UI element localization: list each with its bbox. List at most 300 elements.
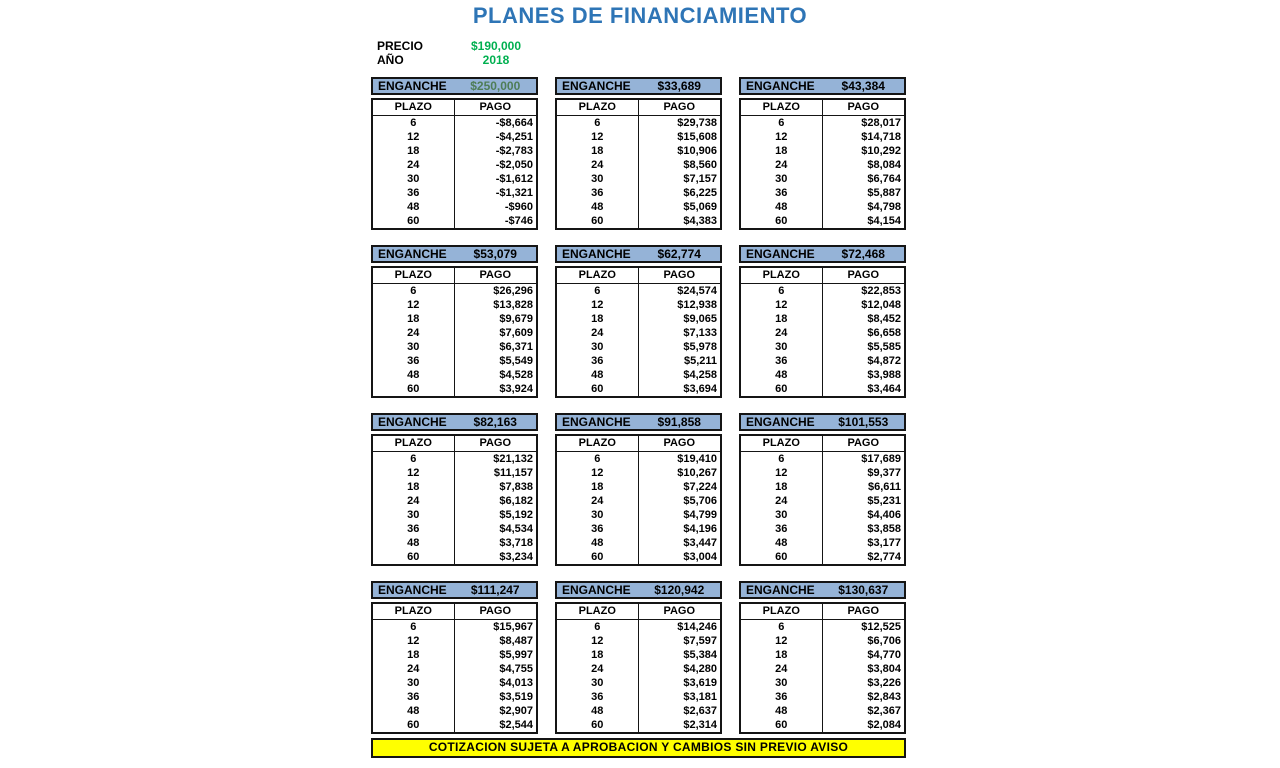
plazo-column-header: PLAZO	[741, 100, 823, 115]
payment-row	[557, 158, 720, 172]
pago-cell: $5,384	[683, 649, 717, 661]
enganche-label: ENGANCHE	[562, 247, 631, 261]
pago-cell: $5,997	[499, 649, 533, 661]
payment-row	[373, 508, 536, 522]
plazo-cell: 48	[557, 200, 639, 214]
year-value: 2018	[482, 53, 510, 67]
plazo-cell: 30	[741, 508, 823, 522]
pago-cell: $14,718	[861, 131, 901, 143]
plazo-cell: 12	[741, 298, 823, 312]
pago-cell: $4,798	[867, 201, 901, 213]
pago-cell: -$1,321	[495, 187, 533, 199]
payment-table-header	[373, 268, 536, 284]
plans-grid	[371, 77, 906, 734]
plazo-column-header: PLAZO	[741, 604, 823, 619]
pago-cell: -$1,612	[495, 173, 533, 185]
pago-cell: $3,004	[683, 551, 717, 563]
page-title: PLANES DE FINANCIAMIENTO	[472, 3, 808, 28]
pago-cell: $3,694	[683, 383, 717, 395]
payment-table-header	[373, 100, 536, 116]
payment-row	[741, 326, 904, 340]
plazo-cell: 12	[557, 298, 639, 312]
pago-cell: $7,609	[499, 327, 533, 339]
payment-row	[373, 354, 536, 368]
pago-cell: $4,528	[499, 369, 533, 381]
payment-row	[373, 158, 536, 172]
payment-row	[373, 172, 536, 186]
payment-row	[557, 326, 720, 340]
plazo-cell: 60	[557, 718, 639, 732]
plazo-cell: 12	[741, 466, 823, 480]
enganche-header	[555, 413, 722, 431]
pago-cell: $7,157	[683, 173, 717, 185]
price-label: PRECIO	[377, 39, 424, 53]
pago-column-header: PAGO	[847, 269, 880, 281]
plazo-cell: 30	[557, 340, 639, 354]
plazo-cell: 12	[741, 130, 823, 144]
pago-cell: $2,843	[867, 691, 901, 703]
plazo-cell: 30	[741, 676, 823, 690]
payment-row	[557, 452, 720, 466]
enganche-value: $91,858	[657, 415, 701, 429]
pago-column-header: PAGO	[663, 101, 696, 113]
payment-row	[557, 494, 720, 508]
pago-cell: $4,872	[867, 355, 901, 367]
plazo-cell: 24	[741, 158, 823, 172]
pago-cell: $7,838	[499, 481, 533, 493]
payment-row	[557, 620, 720, 634]
payment-row	[557, 718, 720, 732]
pago-cell: $2,084	[867, 719, 901, 731]
pago-cell: $8,452	[867, 313, 901, 325]
payment-row	[373, 620, 536, 634]
payment-row	[741, 340, 904, 354]
payment-row	[373, 480, 536, 494]
pago-cell: $3,619	[683, 677, 717, 689]
pago-cell: $2,774	[867, 551, 901, 563]
plazo-cell: 18	[557, 144, 639, 158]
plazo-cell: 48	[373, 704, 455, 718]
payment-row	[373, 298, 536, 312]
pago-cell: $4,383	[683, 215, 717, 227]
payment-row	[741, 186, 904, 200]
payment-row	[373, 214, 536, 228]
payment-table	[371, 266, 538, 398]
disclaimer-banner: COTIZACION SUJETA A APROBACION Y CAMBIOS SIN PREVIO AVISO	[371, 738, 906, 758]
plazo-cell: 48	[557, 536, 639, 550]
plazo-cell: 24	[741, 494, 823, 508]
plazo-cell: 30	[373, 340, 455, 354]
payment-row	[741, 284, 904, 298]
pago-cell: $15,608	[677, 131, 717, 143]
pago-column-header: PAGO	[479, 437, 512, 449]
enganche-value: $130,637	[838, 583, 889, 597]
plazo-cell: 6	[741, 116, 823, 130]
pago-cell: $5,231	[867, 495, 901, 507]
plazo-cell: 12	[373, 130, 455, 144]
pago-cell: $8,560	[683, 159, 717, 171]
payment-row	[741, 634, 904, 648]
pago-cell: $4,755	[499, 663, 533, 675]
payment-row	[373, 662, 536, 676]
pago-cell: $2,314	[683, 719, 717, 731]
plazo-cell: 12	[373, 634, 455, 648]
plazo-cell: 12	[741, 634, 823, 648]
plazo-cell: 12	[557, 130, 639, 144]
pago-cell: $29,738	[677, 117, 717, 129]
pago-cell: $2,907	[499, 705, 533, 717]
payment-row	[741, 200, 904, 214]
enganche-label: ENGANCHE	[746, 247, 815, 261]
payment-row	[557, 116, 720, 130]
payment-row	[741, 354, 904, 368]
pago-cell: $4,258	[683, 369, 717, 381]
pago-cell: $3,924	[499, 383, 533, 395]
enganche-label: ENGANCHE	[562, 415, 631, 429]
plazo-cell: 36	[557, 690, 639, 704]
plazo-column-header: PLAZO	[557, 100, 639, 115]
enganche-label: ENGANCHE	[378, 79, 447, 93]
pago-cell: $12,525	[861, 621, 901, 633]
payment-row	[557, 536, 720, 550]
payment-row	[373, 116, 536, 130]
payment-row	[373, 326, 536, 340]
payment-row	[557, 172, 720, 186]
plazo-cell: 36	[557, 354, 639, 368]
payment-row	[557, 354, 720, 368]
payment-row	[557, 634, 720, 648]
plazo-cell: 48	[557, 368, 639, 382]
plazo-cell: 18	[741, 144, 823, 158]
enganche-header	[371, 77, 538, 95]
pago-cell: $5,585	[867, 341, 901, 353]
payment-row	[373, 704, 536, 718]
plazo-cell: 30	[741, 172, 823, 186]
plazo-cell: 48	[373, 536, 455, 550]
enganche-value: $101,553	[838, 415, 889, 429]
pago-cell: $2,637	[683, 705, 717, 717]
payment-row	[557, 690, 720, 704]
plazo-cell: 6	[373, 452, 455, 466]
year-label: AÑO	[377, 53, 404, 67]
payment-row	[557, 648, 720, 662]
pago-cell: $9,377	[867, 467, 901, 479]
enganche-label: ENGANCHE	[378, 583, 447, 597]
pago-cell: $6,225	[683, 187, 717, 199]
plazo-column-header: PLAZO	[557, 604, 639, 619]
payment-table-header	[557, 604, 720, 620]
enganche-value: $72,468	[841, 247, 885, 261]
plan-table-4	[371, 245, 538, 398]
pago-column-header: PAGO	[847, 605, 880, 617]
payment-table	[371, 434, 538, 566]
payment-row	[557, 130, 720, 144]
payment-row	[373, 690, 536, 704]
plazo-cell: 18	[741, 480, 823, 494]
payment-row	[373, 200, 536, 214]
pago-cell: $4,196	[683, 523, 717, 535]
plazo-cell: 36	[373, 186, 455, 200]
enganche-value: $43,384	[841, 79, 885, 93]
plazo-cell: 6	[557, 452, 639, 466]
plazo-cell: 18	[373, 312, 455, 326]
pago-cell: $6,611	[867, 481, 901, 493]
pago-cell: $6,182	[499, 495, 533, 507]
payment-row	[557, 284, 720, 298]
plazo-column-header: PLAZO	[373, 604, 455, 619]
pago-column-header: PAGO	[663, 605, 696, 617]
enganche-label: ENGANCHE	[562, 583, 631, 597]
plazo-cell: 60	[557, 382, 639, 396]
payment-row	[373, 676, 536, 690]
payment-table	[555, 98, 722, 230]
plazo-cell: 36	[557, 186, 639, 200]
plazo-cell: 6	[373, 284, 455, 298]
payment-row	[557, 312, 720, 326]
payment-row	[741, 130, 904, 144]
payment-table-header	[557, 268, 720, 284]
enganche-label: ENGANCHE	[746, 79, 815, 93]
pago-cell: $24,574	[677, 285, 717, 297]
plan-table-1	[371, 77, 538, 230]
plazo-cell: 18	[373, 480, 455, 494]
plazo-cell: 24	[557, 158, 639, 172]
payment-table-header	[741, 268, 904, 284]
payment-table-header	[373, 436, 536, 452]
payment-table	[371, 602, 538, 734]
plazo-cell: 6	[741, 452, 823, 466]
plan-table-5	[555, 245, 722, 398]
plazo-cell: 18	[741, 312, 823, 326]
pago-cell: $5,706	[683, 495, 717, 507]
plazo-cell: 6	[557, 116, 639, 130]
plazo-cell: 36	[741, 690, 823, 704]
plazo-cell: 18	[557, 480, 639, 494]
pago-cell: $7,597	[683, 635, 717, 647]
plazo-cell: 18	[557, 648, 639, 662]
pago-cell: $3,519	[499, 691, 533, 703]
plan-table-9	[739, 413, 906, 566]
pago-cell: $3,177	[867, 537, 901, 549]
payment-table-header	[373, 604, 536, 620]
payment-table	[555, 602, 722, 734]
plazo-column-header: PLAZO	[741, 268, 823, 283]
plazo-cell: 60	[741, 550, 823, 564]
plan-table-3	[739, 77, 906, 230]
enganche-header	[555, 581, 722, 599]
plazo-cell: 36	[741, 354, 823, 368]
payment-table	[555, 434, 722, 566]
pago-cell: $11,157	[493, 467, 533, 479]
pago-cell: $5,211	[683, 355, 717, 367]
payment-row	[557, 466, 720, 480]
plazo-cell: 36	[373, 690, 455, 704]
payment-row	[373, 550, 536, 564]
plazo-column-header: PLAZO	[741, 436, 823, 451]
payment-row	[373, 522, 536, 536]
payment-row	[557, 214, 720, 228]
plazo-cell: 30	[741, 340, 823, 354]
pago-column-header: PAGO	[479, 269, 512, 281]
plazo-cell: 24	[557, 326, 639, 340]
payment-row	[373, 382, 536, 396]
pago-cell: $5,192	[499, 509, 533, 521]
plazo-cell: 30	[373, 508, 455, 522]
plazo-column-header: PLAZO	[373, 436, 455, 451]
payment-row	[741, 368, 904, 382]
plazo-cell: 60	[557, 550, 639, 564]
plazo-cell: 36	[741, 186, 823, 200]
payment-row	[741, 522, 904, 536]
plazo-cell: 18	[741, 648, 823, 662]
plazo-cell: 48	[741, 200, 823, 214]
pago-cell: $6,658	[867, 327, 901, 339]
pago-cell: $5,069	[683, 201, 717, 213]
enganche-header	[739, 413, 906, 431]
pago-cell: $3,718	[499, 537, 533, 549]
price-row	[377, 39, 527, 53]
pago-cell: $5,887	[867, 187, 901, 199]
pago-cell: $10,292	[861, 145, 901, 157]
payment-row	[741, 480, 904, 494]
pago-cell: $3,464	[867, 383, 901, 395]
plazo-cell: 6	[741, 284, 823, 298]
payment-row	[557, 144, 720, 158]
plazo-cell: 18	[373, 648, 455, 662]
pago-cell: $2,544	[499, 719, 533, 731]
plazo-cell: 48	[741, 536, 823, 550]
payment-row	[741, 662, 904, 676]
enganche-value: $111,247	[470, 583, 520, 597]
enganche-label: ENGANCHE	[378, 247, 447, 261]
plan-table-7	[371, 413, 538, 566]
payment-row	[557, 662, 720, 676]
payment-table-header	[557, 436, 720, 452]
pago-cell: $22,853	[861, 285, 901, 297]
plan-table-6	[739, 245, 906, 398]
pago-cell: $4,770	[867, 649, 901, 661]
plan-table-2	[555, 77, 722, 230]
plazo-cell: 12	[557, 466, 639, 480]
payment-row	[741, 718, 904, 732]
payment-row	[741, 172, 904, 186]
plazo-cell: 12	[373, 466, 455, 480]
payment-row	[741, 550, 904, 564]
pago-column-header: PAGO	[663, 437, 696, 449]
payment-row	[557, 550, 720, 564]
plazo-cell: 30	[373, 172, 455, 186]
plazo-cell: 48	[741, 368, 823, 382]
plazo-cell: 12	[373, 298, 455, 312]
pago-cell: -$746	[504, 215, 533, 227]
pago-cell: $7,224	[683, 481, 717, 493]
plan-table-11	[555, 581, 722, 734]
plazo-cell: 60	[373, 718, 455, 732]
payment-row	[741, 382, 904, 396]
payment-row	[373, 494, 536, 508]
payment-row	[741, 452, 904, 466]
plazo-cell: 36	[557, 522, 639, 536]
payment-table	[739, 434, 906, 566]
payment-row	[741, 690, 904, 704]
pago-column-header: PAGO	[663, 269, 696, 281]
payment-row	[741, 144, 904, 158]
payment-row	[557, 676, 720, 690]
payment-table	[371, 98, 538, 230]
plazo-column-header: PLAZO	[557, 268, 639, 283]
pago-cell: $4,154	[867, 215, 901, 227]
pago-cell: $3,858	[867, 523, 901, 535]
payment-row	[557, 382, 720, 396]
pago-cell: $7,133	[683, 327, 717, 339]
pago-cell: $6,764	[867, 173, 901, 185]
payment-row	[741, 214, 904, 228]
payment-row	[373, 284, 536, 298]
pago-cell: -$4,251	[495, 131, 533, 143]
payment-row	[741, 648, 904, 662]
plazo-cell: 30	[557, 508, 639, 522]
enganche-label: ENGANCHE	[746, 583, 815, 597]
pago-cell: $19,410	[677, 453, 717, 465]
pago-cell: -$960	[504, 201, 533, 213]
payment-row	[557, 480, 720, 494]
payment-row	[741, 536, 904, 550]
plazo-cell: 60	[373, 550, 455, 564]
plazo-cell: 24	[741, 662, 823, 676]
payment-row	[741, 620, 904, 634]
pago-cell: $2,367	[867, 705, 901, 717]
plazo-cell: 30	[373, 676, 455, 690]
enganche-label: ENGANCHE	[562, 79, 631, 93]
pago-column-header: PAGO	[479, 605, 512, 617]
plazo-cell: 24	[557, 494, 639, 508]
enganche-label: ENGANCHE	[378, 415, 447, 429]
payment-table	[739, 98, 906, 230]
pago-column-header: PAGO	[479, 101, 512, 113]
payment-row	[373, 368, 536, 382]
pago-cell: $4,799	[683, 509, 717, 521]
plazo-cell: 6	[557, 284, 639, 298]
pago-cell: $14,246	[677, 621, 717, 633]
plazo-cell: 60	[373, 214, 455, 228]
pago-cell: $15,967	[493, 621, 533, 633]
enganche-header	[371, 413, 538, 431]
pago-cell: $3,181	[683, 691, 717, 703]
enganche-header	[371, 245, 538, 263]
plazo-cell: 30	[557, 676, 639, 690]
plazo-cell: 24	[373, 326, 455, 340]
plazo-column-header: PLAZO	[557, 436, 639, 451]
plan-table-12	[739, 581, 906, 734]
plazo-cell: 6	[557, 620, 639, 634]
pago-cell: -$8,664	[495, 117, 533, 129]
pago-cell: -$2,783	[495, 145, 533, 157]
payment-row	[557, 186, 720, 200]
plazo-cell: 12	[557, 634, 639, 648]
payment-row	[557, 340, 720, 354]
payment-row	[557, 298, 720, 312]
pago-cell: $10,906	[677, 145, 717, 157]
plazo-cell: 48	[373, 368, 455, 382]
plazo-cell: 60	[557, 214, 639, 228]
plazo-column-header: PLAZO	[373, 100, 455, 115]
pago-cell: $9,679	[499, 313, 533, 325]
enganche-value: $250,000	[470, 79, 521, 93]
payment-row	[741, 704, 904, 718]
price-info-block	[377, 39, 527, 67]
enganche-value: $62,774	[657, 247, 701, 261]
payment-row	[557, 368, 720, 382]
